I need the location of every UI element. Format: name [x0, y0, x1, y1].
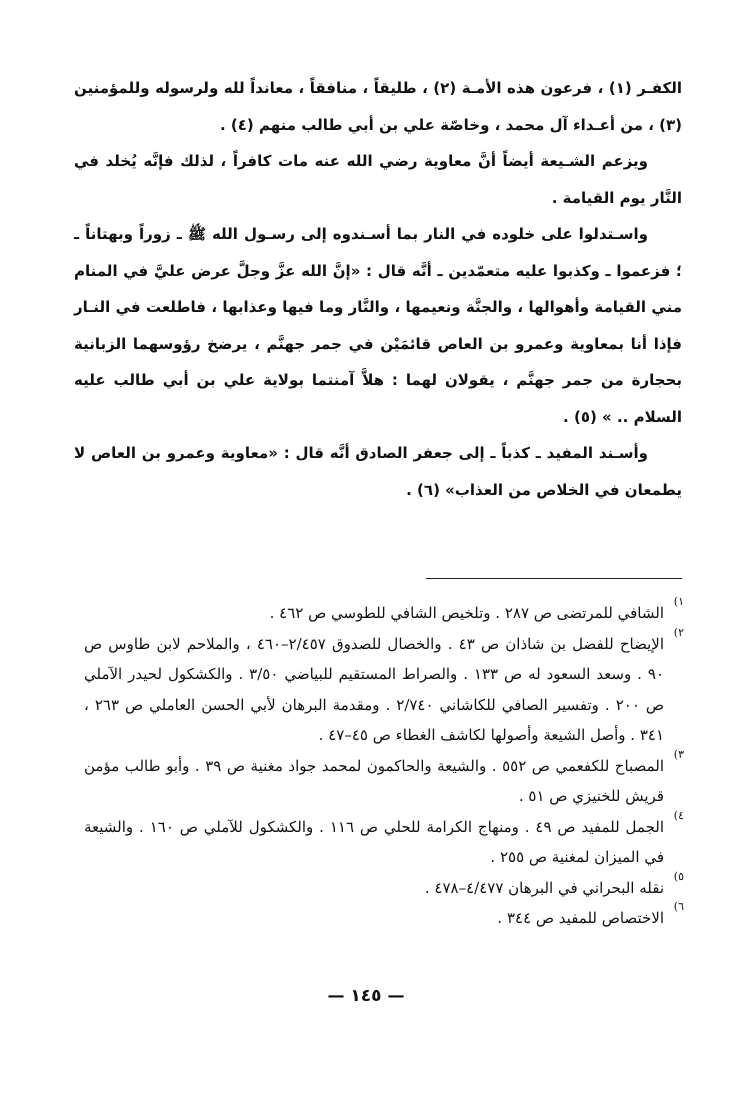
footnote-text: الشافي للمرتضى ص ٢٨٧ . وتلخيص الشافي للطوسي ص ٤٦٢ . — [269, 604, 664, 622]
main-text — [74, 70, 682, 508]
footnote-number: ٣) — [673, 747, 684, 761]
footnote-number: ٥) — [673, 869, 684, 883]
footnote-number: ١) — [673, 595, 684, 608]
paragraph: ويزعم الشـيعة أيضاً أنَّ معاوية رضي الله عنه مات كافراً ، لذلك فإنَّه يُخلد في النَّار يوم القيامة . — [74, 152, 682, 207]
paragraph: وأسـند المفيد ـ كذباً ـ إلى جعفر الصادق أنَّه قال : «معاوية وعمرو بن العاص لا يطمعان في الخلاص من العذاب» (٦) . — [74, 444, 682, 499]
page-number: — ١٤٥ — — [327, 986, 405, 1006]
footnote-separator — [426, 578, 682, 579]
footnote-text: المصباح للكفعمي ص ٥٥٢ . والشيعة والحاكمون لمحمد جواد مغنية ص ٣٩ . وأبو طالب مؤمن قريش للخنيزي ص ٥١ . — [84, 756, 664, 805]
footnote — [84, 808, 684, 873]
footnote-text: نقله البحراني في البرهان ٤/٤٧٧–٤٧٨ . — [424, 878, 664, 897]
footnote — [84, 595, 684, 629]
footnote — [84, 747, 684, 812]
footnotes — [84, 595, 684, 934]
paragraph: واسـتدلوا على خلوده في النار بما أسـندوه إلى رسـول الله ﷺ ـ زوراً وبهتاناً ـ ؛ فزعموا ـ وكذبوا عليه متعمّدين ـ أنَّه قال : «إنَّ الله عزَّ وجلَّ عرض عليَّ في المنام مني القيامة وأهوالها ، والجنَّة ونعيمها ، والنَّار وما فيها وعذابها ، فاطلعت في النـار فإذا أنا بمعاوية وعمرو بن العاص قائمَيْن في جمر جهنَّم ، يرضخ رؤوسهما الزبانية بحجارة من جمر جهنَّم ، يقولان لهما : هلاَّ آمنتما بولاية علي بن أبي طالب عليه السلام .. » (٥) . — [74, 225, 682, 426]
footnote — [84, 869, 684, 904]
footnote — [84, 900, 684, 934]
footnote-number: ٤) — [673, 808, 684, 822]
footnote-text: الجمل للمفيد ص ٤٩ . ومنهاج الكرامة للحلي ص ١١٦ . والكشكول للآملي ص ١٦٠ . والشيعة في الميزان لمغنية ص ٢٥٥ . — [84, 817, 664, 866]
footnote-text: الاختصاص للمفيد ص ٣٤٤ . — [497, 909, 664, 927]
footnote-text: الإيضاح للفضل بن شاذان ص ٤٣ . والخصال للصدوق ٢/٤٥٧–٤٦٠ ، والملاحم لابن طاوس ص ٩٠ . وسعد السعود له ص ١٣٣ . والصراط المستقيم للبياضي ٣/٥٠ . والكشكول لحيدر الآملي ص ٢٠٠ . وتفسير الصافي للكاشاني ٢/٧٤٠ . ومقدمة البرهان لأبي الحسن العاملي ص ٢٦٣ ، ٣٤١ . وأصل الشيعة وأصولها لكاشف الغطاء ص ٤٥–٤٧ . — [84, 634, 665, 744]
footnote-number: ٦) — [673, 900, 684, 913]
footnote — [84, 625, 684, 751]
paragraph: الكفـر (١) ، فرعون هذه الأمـة (٢) ، طليقاً ، منافقاً ، معانداً لله ولرسوله وللمؤمنين (٣) ، من أعـداء آل محمد ، وخاصّة علي بن أبي طالب منهم (٤) . — [74, 79, 682, 134]
footnote-number: ٢) — [673, 625, 684, 639]
